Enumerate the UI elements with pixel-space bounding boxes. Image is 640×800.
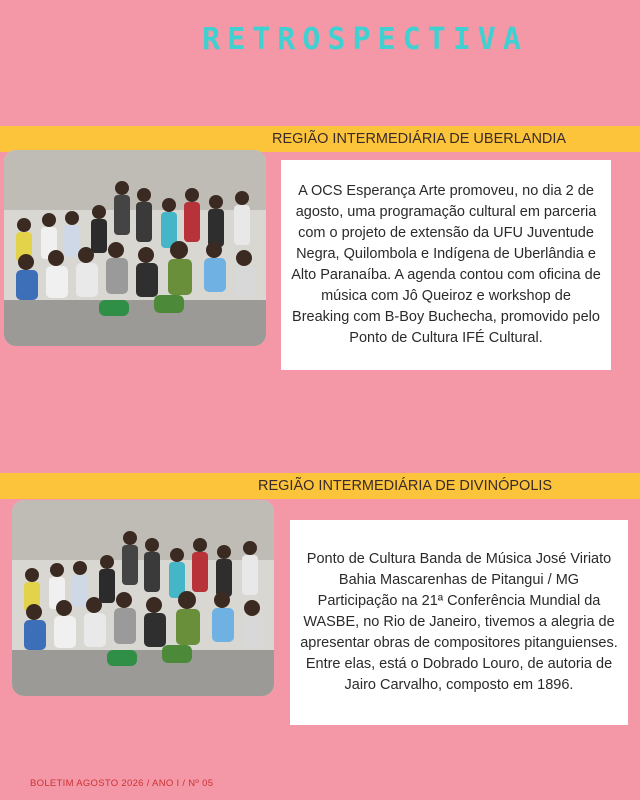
description-text-divinopolis-header: Ponto de Cultura Banda de Música José Viriato Bahia Mascarenhas de Pitangui / MG — [306, 551, 612, 588]
group-photo-icon — [4, 150, 266, 346]
footer-issue-info: BOLETIM AGOSTO 2026 / ANO I / Nº 05 — [30, 778, 214, 789]
description-box-uberlandia — [281, 160, 611, 370]
group-photo-icon — [12, 500, 274, 696]
page-title: RETROSPECTIVA — [202, 22, 528, 57]
region-label-divinopolis: REGIÃO INTERMEDIÁRIA DE DIVINÓPOLIS — [258, 478, 553, 494]
group-photo-1 — [4, 150, 266, 346]
description-box-divinopolis — [290, 520, 628, 725]
description-text-uberlandia: A OCS Esperança Arte promoveu, no dia 2 de agosto, uma programação cultural em parceria com o projeto de extensão da UFU Juventude Negra, Quilombola e Indígena de Uberlândia e Alto Paranaíba. A agenda contou com oficina de música com Jô Queiroz e workshop de Breaking com B-Boy Buchecha, promovido pelo Ponto de Cultura IFÉ Cultural. — [291, 183, 601, 346]
region-label-uberlandia: REGIÃO INTERMEDIÁRIA DE UBERLANDIA — [272, 131, 567, 147]
description-text-divinopolis-body: Participação na 21ª Conferência Mundial da WASBE, no Rio de Janeiro, tivemos a alegria de apresentar obras de compositores pitanguienses. Entre elas, está o Dobrado Louro, de autoria de Jairo Carvalho, composto em 1896. — [300, 593, 618, 693]
group-photo-2 — [12, 500, 274, 696]
